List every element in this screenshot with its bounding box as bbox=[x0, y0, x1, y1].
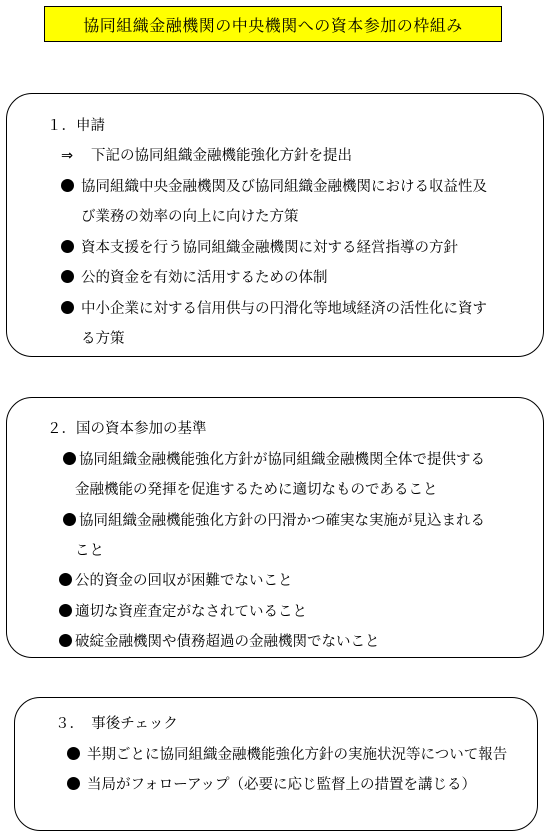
bullet-icon bbox=[61, 233, 81, 253]
list-item: 協同組織金融機能強化方針が協同組織金融機関全体で提供する bbox=[63, 445, 485, 476]
bullet-icon bbox=[61, 172, 81, 192]
bullet-icon bbox=[67, 740, 87, 760]
list-item: 公的資金を有効に活用するための体制 bbox=[61, 263, 328, 294]
section-follow-up-check-heading: ３． 事後チェック bbox=[55, 716, 178, 732]
submission-text: 下記の協同組織金融機能強化方針を提出 bbox=[91, 148, 352, 164]
bullet-icon bbox=[67, 770, 87, 790]
section-application-heading: １．申請 bbox=[47, 118, 105, 134]
list-item-continuation: こと bbox=[75, 543, 104, 559]
list-item-continuation: る方策 bbox=[81, 331, 125, 347]
right-arrow-icon: ⇒ bbox=[61, 148, 74, 164]
list-item: 適切な資産査定がなされていること bbox=[59, 597, 307, 628]
bullet-icon bbox=[59, 627, 75, 647]
section-follow-up-check bbox=[14, 697, 538, 831]
section-application bbox=[6, 93, 544, 357]
submission-arrow-line bbox=[61, 141, 352, 172]
bullet-icon bbox=[61, 294, 81, 314]
bullet-icon bbox=[63, 506, 79, 526]
bullet-icon bbox=[61, 263, 81, 283]
page-title bbox=[44, 6, 502, 42]
list-item: 中小企業に対する信用供与の円滑化等地域経済の活性化に資す bbox=[61, 294, 487, 325]
list-item: 公的資金の回収が困難でないこと bbox=[59, 566, 293, 597]
bullet-icon bbox=[59, 597, 75, 617]
list-item-continuation: 金融機能の発揮を促進するために適切なものであること bbox=[75, 482, 438, 498]
list-item: 協同組織金融機能強化方針の円滑かつ確実な実施が見込まれる bbox=[63, 506, 485, 537]
section-capital-criteria-heading: ２．国の資本参加の基準 bbox=[47, 421, 207, 437]
bullet-icon bbox=[63, 445, 79, 465]
section-capital-criteria bbox=[6, 397, 544, 658]
list-item: 破綻金融機関や債務超過の金融機関でないこと bbox=[59, 627, 380, 658]
list-item-continuation: び業務の効率の向上に向けた方策 bbox=[81, 209, 299, 225]
page-title-text: 協同組織金融機関の中央機関への資本参加の枠組み bbox=[83, 15, 463, 35]
list-item: 半期ごとに協同組織金融機能強化方針の実施状況等について報告 bbox=[67, 740, 507, 771]
list-item: 資本支援を行う協同組織金融機関に対する経営指導の方針 bbox=[61, 233, 458, 264]
bullet-icon bbox=[59, 566, 75, 586]
list-item: 協同組織中央金融機関及び協同組織金融機関における収益性及 bbox=[61, 172, 487, 203]
list-item: 当局がフォローアップ（必要に応じ監督上の措置を講じる） bbox=[67, 770, 476, 801]
